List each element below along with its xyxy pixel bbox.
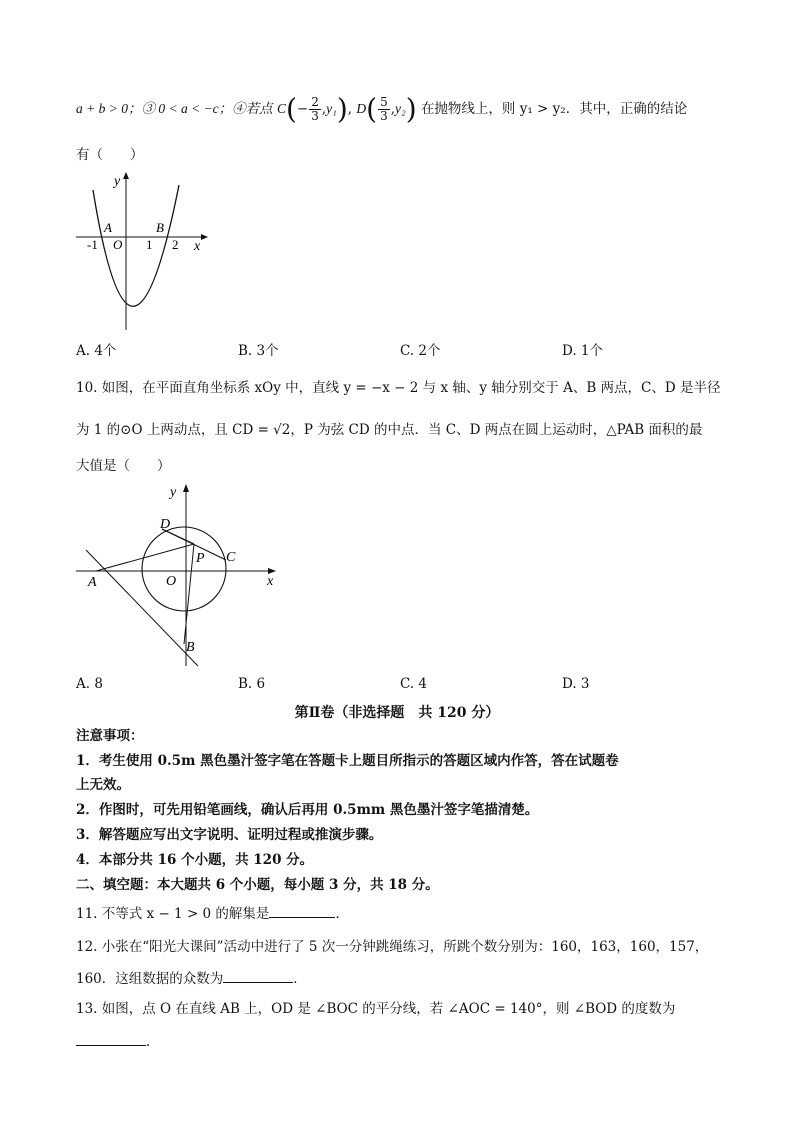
q12-answer-blank[interactable] bbox=[223, 967, 293, 983]
q9-x-arrow bbox=[201, 234, 208, 240]
q9-label-two: 2 bbox=[172, 237, 179, 252]
q11-text: 11. 不等式 x − 1 > 0 的解集是 bbox=[76, 906, 270, 922]
q10-segment-pa bbox=[96, 544, 194, 571]
q9-option-a[interactable]: A. 4个 bbox=[76, 343, 117, 359]
q10-label-d: D bbox=[160, 517, 171, 532]
q9-option-c[interactable]: C. 2个 bbox=[400, 343, 441, 359]
q9-y1: y₁ bbox=[326, 101, 337, 116]
q10-option-d[interactable]: D. 3 bbox=[562, 676, 590, 692]
q13-line2: ． bbox=[76, 1030, 718, 1052]
q10-label-a: A bbox=[88, 575, 97, 590]
q9-option-b[interactable]: B. 3个 bbox=[238, 343, 279, 359]
q9-parabola-curve bbox=[93, 185, 179, 306]
note-2: 2．作图时，可先用铅笔画线，确认后再用 0.5mm 黑色墨汁签字笔描清楚。 bbox=[76, 802, 539, 818]
q9-label-b: B bbox=[156, 220, 164, 235]
q9-fraction-d: $\frac{5}{3}$ bbox=[380, 95, 388, 123]
note-1b: 上无效。 bbox=[76, 777, 130, 793]
q10-label-p: P bbox=[196, 551, 205, 566]
q9-label-x: x bbox=[194, 239, 201, 254]
q9-cond-part2: 在抛物线上，则 y₁ > y₂．其中，正确的结论 bbox=[420, 101, 688, 117]
q13-answer-blank[interactable] bbox=[76, 1030, 146, 1046]
q10-line1: 10. 如图，在平面直角坐标系 xOy 中，直线 y = −x − 2 与 x 轴、y 轴分别交于 A、B 两点，C、D 是半径 bbox=[76, 380, 721, 396]
q10-y-arrow bbox=[183, 484, 189, 492]
q10-circle-graph bbox=[76, 482, 286, 668]
q9-line2: 有（ ） bbox=[76, 147, 144, 163]
q9-cond-part1: a + b > 0；③ 0 < a < −c；④若点 bbox=[76, 101, 273, 116]
q9-point-c-label: C bbox=[276, 101, 286, 116]
q9-point-d-label: D bbox=[356, 101, 367, 116]
q9-label-y: y bbox=[114, 174, 121, 189]
q9-label-one: 1 bbox=[146, 237, 153, 252]
note-1a: 1．考生使用 0.5m 黑色墨汁签字笔在答题卡上题目所指示的答题区域内作答，答在试题卷 bbox=[76, 753, 619, 769]
note-4: 4．本部分共 16 个小题，共 120 分。 bbox=[76, 852, 314, 868]
q9-parabola-graph bbox=[76, 170, 216, 330]
q10-option-a[interactable]: A. 8 bbox=[76, 676, 103, 692]
q10-line2: 为 1 的⊙O 上两动点，且 CD = √2，P 为弦 CD 的中点．当 C、D 两点在圆上运动时，△PAB 面积的最 bbox=[76, 422, 703, 438]
q9-y-arrow bbox=[123, 172, 129, 179]
q10-line3: 大值是（ ） bbox=[76, 458, 171, 474]
q12-line2: 160．这组数据的众数为 ． bbox=[76, 967, 718, 989]
q10-label-o: O bbox=[166, 574, 177, 589]
part2-heading: 二、填空题：本大题共 6 个小题，每小题 3 分，共 18 分。 bbox=[76, 877, 439, 893]
q10-label-b: B bbox=[186, 640, 195, 655]
q9-conditions-line: a + b > 0；③ 0 < a < −c；④若点 C(− $\frac{2}{3}$ ,y₁), D( $\frac{5}{3}$ ,y₂) 在抛物线上，则 y₁ > y₂．其中，正确的结论 bbox=[76, 92, 688, 126]
q13-line1: 13. 如图，点 O 在直线 AB 上，OD 是 ∠BOC 的平分线，若 ∠AOC = 140°，则 ∠BOD 的度数为 bbox=[76, 1001, 676, 1017]
note-3: 3．解答题应写出文字说明、证明过程或推演步骤。 bbox=[76, 827, 383, 843]
q9-option-d[interactable]: D. 1个 bbox=[562, 343, 604, 359]
q11-line: 11. 不等式 x − 1 > 0 的解集是 ． bbox=[76, 902, 718, 924]
q10-label-y: y bbox=[170, 485, 177, 500]
q12-text: 160．这组数据的众数为 bbox=[76, 971, 224, 987]
notes-heading: 注意事项： bbox=[76, 728, 144, 744]
q9-fraction-c: $\frac{2}{3}$ bbox=[311, 95, 319, 123]
q9-y2: y₂ bbox=[395, 101, 406, 116]
q9-label-o: O bbox=[113, 237, 123, 252]
section-title: 第Ⅱ卷（非选择题 共 120 分） bbox=[294, 705, 500, 721]
q12-line1: 12. 小张在“阳光大课间”活动中进行了 5 次一分钟跳绳练习，所跳个数分别为：160，163，160，157， bbox=[76, 939, 709, 955]
q9-label-minus1: -1 bbox=[87, 237, 98, 252]
q10-label-c: C bbox=[226, 550, 236, 565]
q10-option-c[interactable]: C. 4 bbox=[400, 676, 428, 692]
q10-option-b[interactable]: B. 6 bbox=[238, 676, 266, 692]
q11-answer-blank[interactable] bbox=[269, 902, 335, 918]
q9-label-a: A bbox=[104, 220, 112, 235]
q10-label-x: x bbox=[267, 574, 274, 589]
